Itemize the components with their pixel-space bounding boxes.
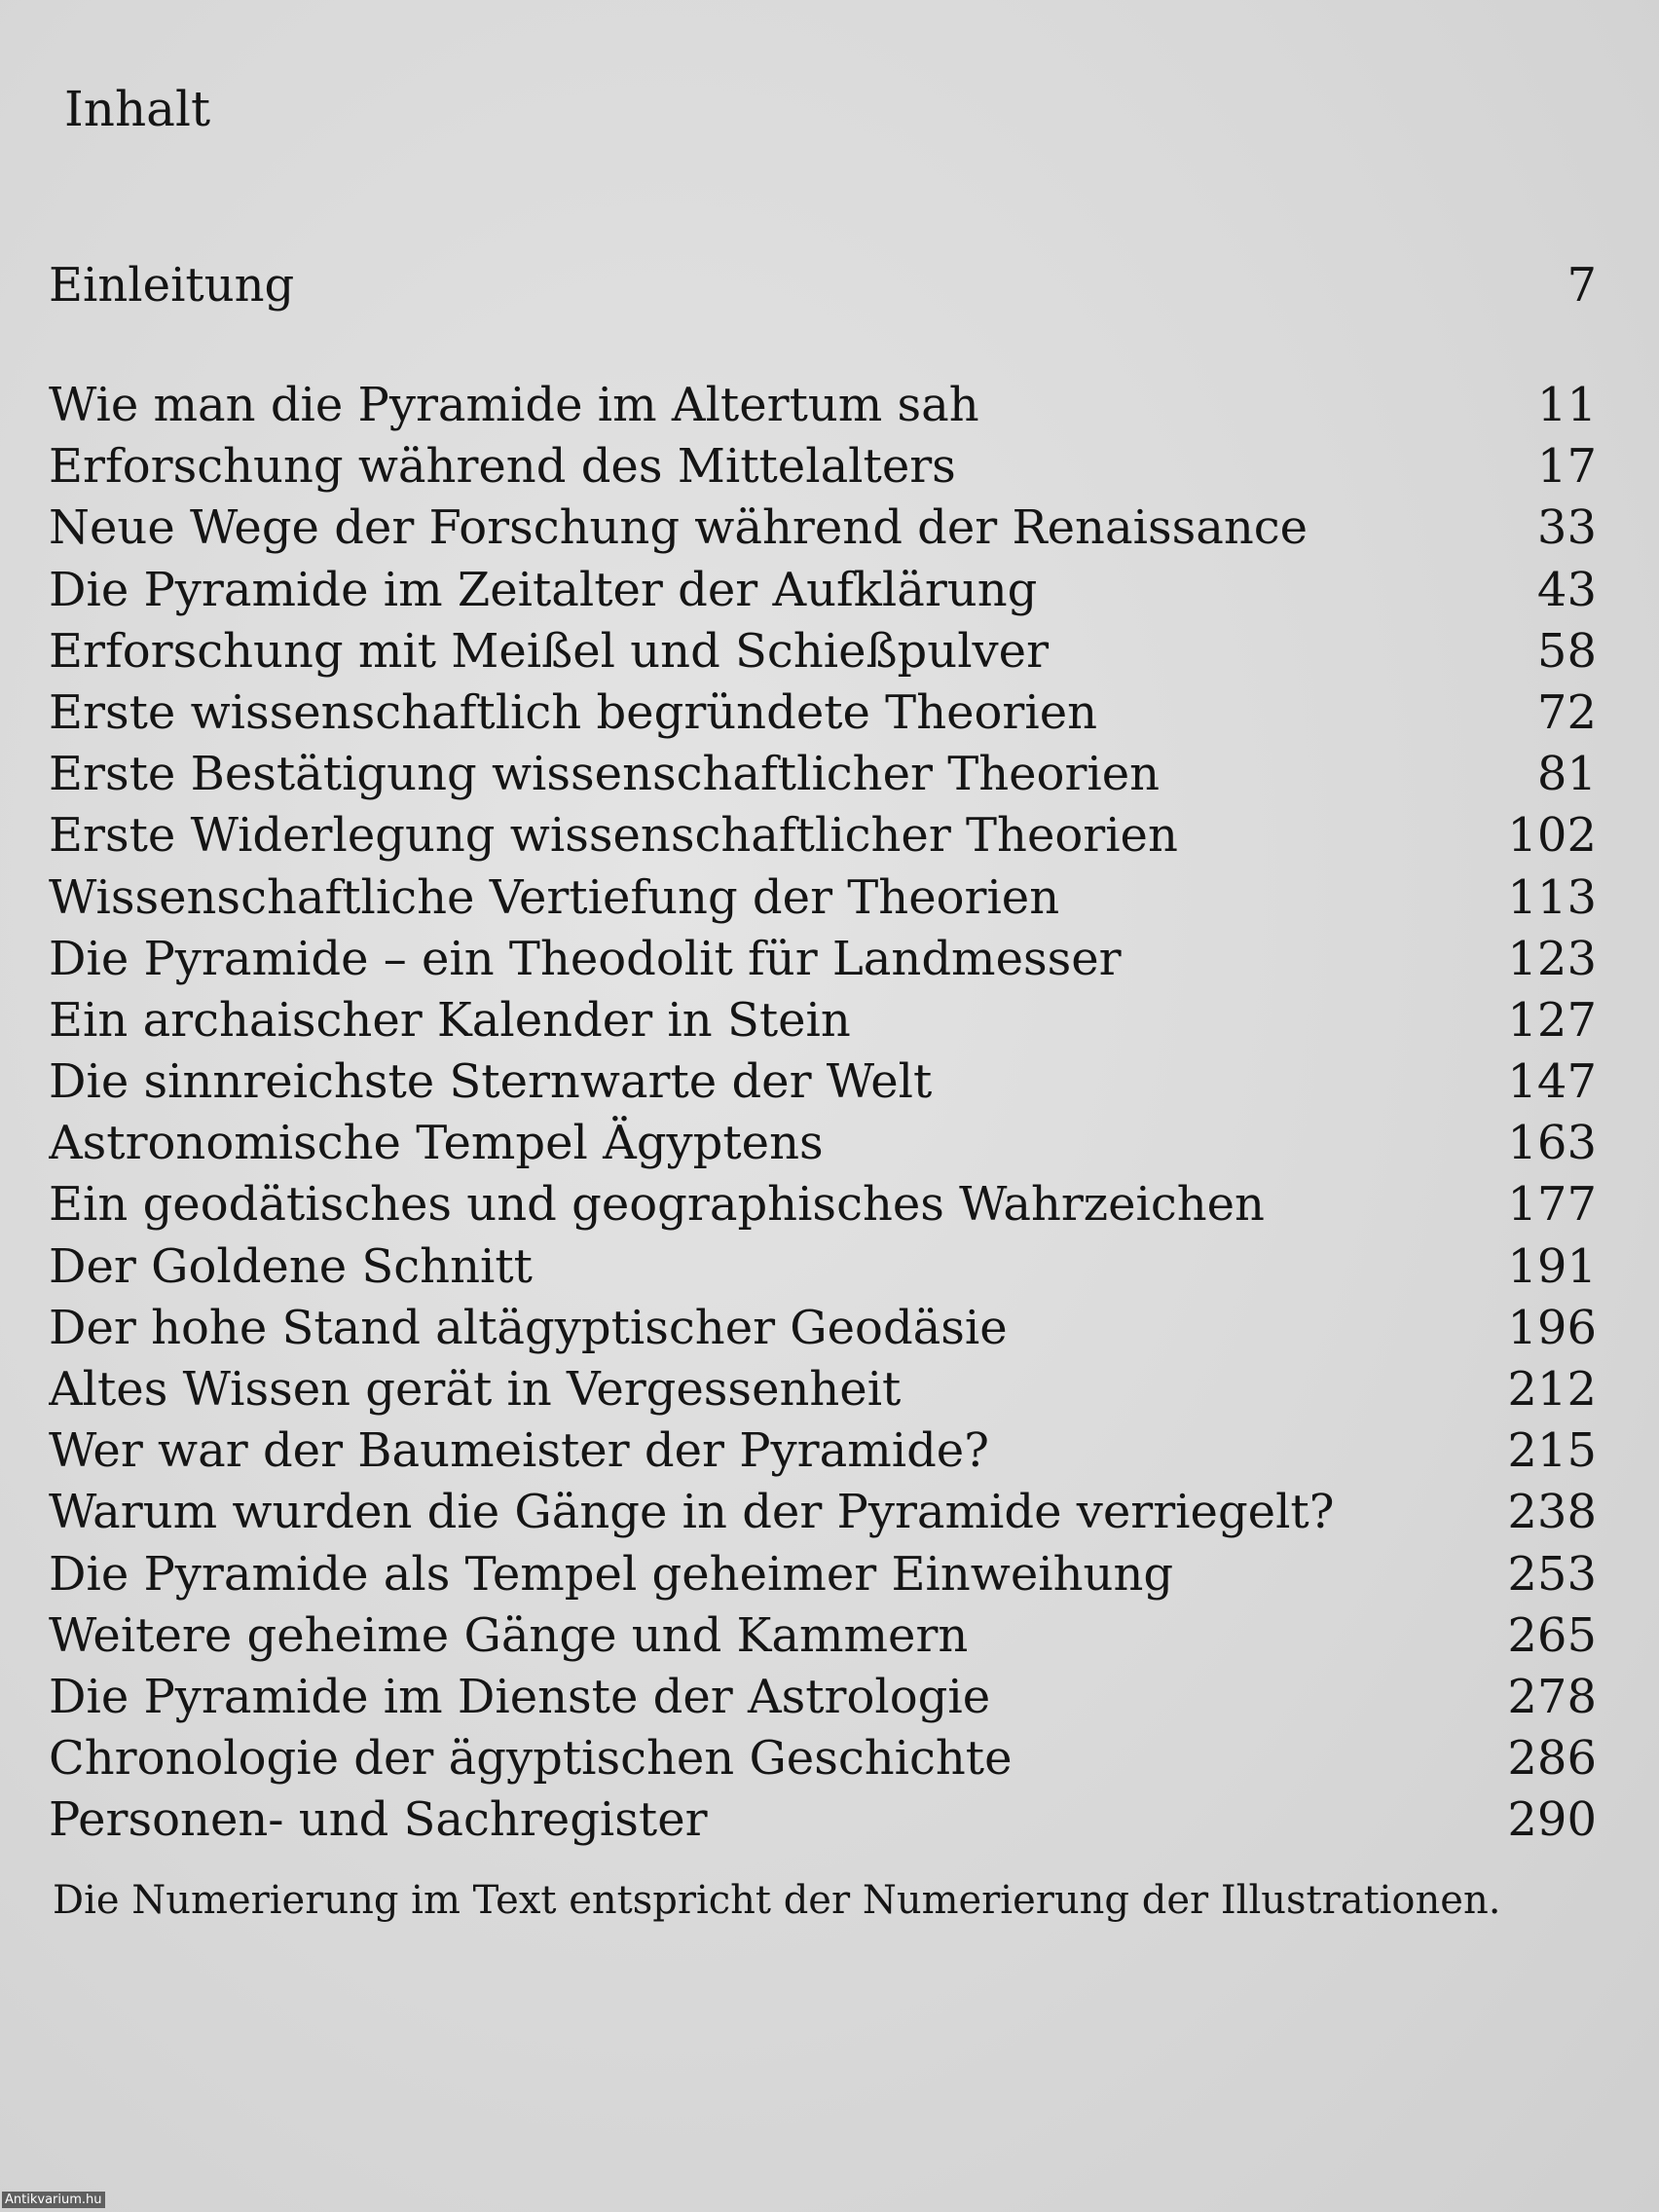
toc-entry-page: 72: [1536, 684, 1597, 740]
toc-entry-title: Wie man die Pyramide im Altertum sah: [49, 378, 979, 432]
toc-entry-page: 58: [1536, 623, 1597, 679]
toc-entry-page: 102: [1507, 808, 1597, 864]
toc-entry-page: 81: [1536, 747, 1597, 802]
toc-entry: [49, 1359, 1597, 1420]
toc-entry: [49, 1174, 1597, 1235]
toc-entry-title: Einleitung: [49, 258, 295, 313]
toc-entry-title: Der Goldene Schnitt: [49, 1238, 533, 1294]
toc-entry-page: 163: [1507, 1116, 1597, 1171]
toc-entry: [49, 1605, 1597, 1667]
toc-entry-title: Astronomische Tempel Ägyptens: [49, 1116, 824, 1171]
toc-entry-title: Warum wurden die Gänge in der Pyramide verriegelt?: [49, 1485, 1335, 1540]
toc-entry-title: Die Pyramide – ein Theodolit für Landmesser: [49, 931, 1122, 986]
toc-entry-title: Erste Bestätigung wissenschaftlicher Theorien: [49, 747, 1161, 802]
toc-entry-title: Die Pyramide im Zeitalter der Aufklärung: [49, 562, 1038, 617]
toc-entry: [49, 560, 1597, 621]
toc-entry-page: 123: [1507, 931, 1597, 986]
toc-entry-page: 253: [1507, 1546, 1597, 1602]
toc-entry-page: 127: [1507, 992, 1597, 1048]
toc-entry: [49, 1482, 1597, 1543]
toc-entry: [49, 1420, 1597, 1482]
toc-entry-page: 7: [1567, 258, 1597, 313]
toc-entry-page: 196: [1507, 1300, 1597, 1355]
footnote: Die Numerierung im Text entspricht der Numerierung der Illustrationen.: [53, 1878, 1501, 1923]
watermark: Antikvarium.hu: [2, 2192, 105, 2208]
toc-entry: [49, 990, 1597, 1051]
toc-entry-title: Neue Wege der Forschung während der Renaissance: [49, 500, 1309, 556]
toc-entry-title: Die sinnreichste Sternwarte der Welt: [49, 1054, 933, 1110]
toc-entry: [49, 867, 1597, 929]
toc-entry-title: Erforschung mit Meißel und Schießpulver: [49, 623, 1050, 679]
toc-entry-page: 215: [1507, 1423, 1597, 1479]
toc-entry-page: 290: [1507, 1792, 1597, 1848]
toc-entry-page: 33: [1536, 500, 1597, 556]
toc-entry: [49, 805, 1597, 866]
toc-entry: [49, 1667, 1597, 1728]
toc-entry: [49, 744, 1597, 805]
toc-entry: [49, 1789, 1597, 1851]
toc-entry-title: Erste wissenschaftlich begründete Theorien: [49, 684, 1098, 740]
toc-entry-page: 286: [1507, 1731, 1597, 1787]
toc-entry-page: 265: [1507, 1607, 1597, 1663]
toc-entry: [49, 1544, 1597, 1605]
toc-entry-intro: [49, 255, 1597, 316]
toc-entry-page: 43: [1536, 562, 1597, 617]
toc-entry-title: Altes Wissen gerät in Vergessenheit: [49, 1362, 902, 1417]
toc-entry: [49, 1728, 1597, 1789]
toc-entry-title: Die Pyramide als Tempel geheimer Einweihung: [49, 1546, 1174, 1602]
page-heading: Inhalt: [64, 81, 211, 137]
toc-entry: [49, 498, 1597, 559]
toc-entry: [49, 682, 1597, 744]
toc-entry: [49, 1113, 1597, 1174]
toc-entry: [49, 1051, 1597, 1113]
toc-entry: [49, 621, 1597, 682]
toc-entry-title: Ein geodätisches und geographisches Wahrzeichen: [49, 1177, 1265, 1233]
toc-entry-title: Der hohe Stand altägyptischer Geodäsie: [49, 1300, 1008, 1355]
toc-entry: [49, 436, 1597, 498]
toc-entry-title: Weitere geheime Gänge und Kammern: [49, 1607, 969, 1663]
toc-entry: [49, 929, 1597, 990]
toc-entry-title: Die Pyramide im Dienste der Astrologie: [49, 1669, 991, 1724]
toc-entry-page: 238: [1507, 1485, 1597, 1540]
toc-entry-title: Erforschung während des Mittelalters: [49, 439, 956, 495]
toc-entry-page: 11: [1536, 378, 1597, 432]
toc-entry: [49, 1298, 1597, 1359]
toc-entry-page: 212: [1507, 1362, 1597, 1417]
toc-entry-page: 147: [1507, 1054, 1597, 1110]
chapter-list: [49, 375, 1597, 1852]
toc-entry: [49, 375, 1597, 436]
toc-entry-page: 113: [1507, 869, 1597, 925]
toc-entry-title: Wer war der Baumeister der Pyramide?: [49, 1423, 989, 1479]
toc-entry-page: 191: [1507, 1238, 1597, 1294]
intro-section: [49, 255, 1597, 316]
toc-entry-title: Chronologie der ägyptischen Geschichte: [49, 1731, 1013, 1787]
toc-entry-page: 17: [1536, 439, 1597, 495]
toc-entry-page: 278: [1507, 1669, 1597, 1724]
toc-entry-title: Ein archaischer Kalender in Stein: [49, 992, 851, 1048]
toc-entry-title: Wissenschaftliche Vertiefung der Theorien: [49, 869, 1060, 925]
toc-entry: [49, 1236, 1597, 1298]
toc-entry-title: Personen- und Sachregister: [49, 1792, 708, 1848]
toc-entry-page: 177: [1507, 1177, 1597, 1233]
toc-entry-title: Erste Widerlegung wissenschaftlicher Theorien: [49, 808, 1178, 864]
